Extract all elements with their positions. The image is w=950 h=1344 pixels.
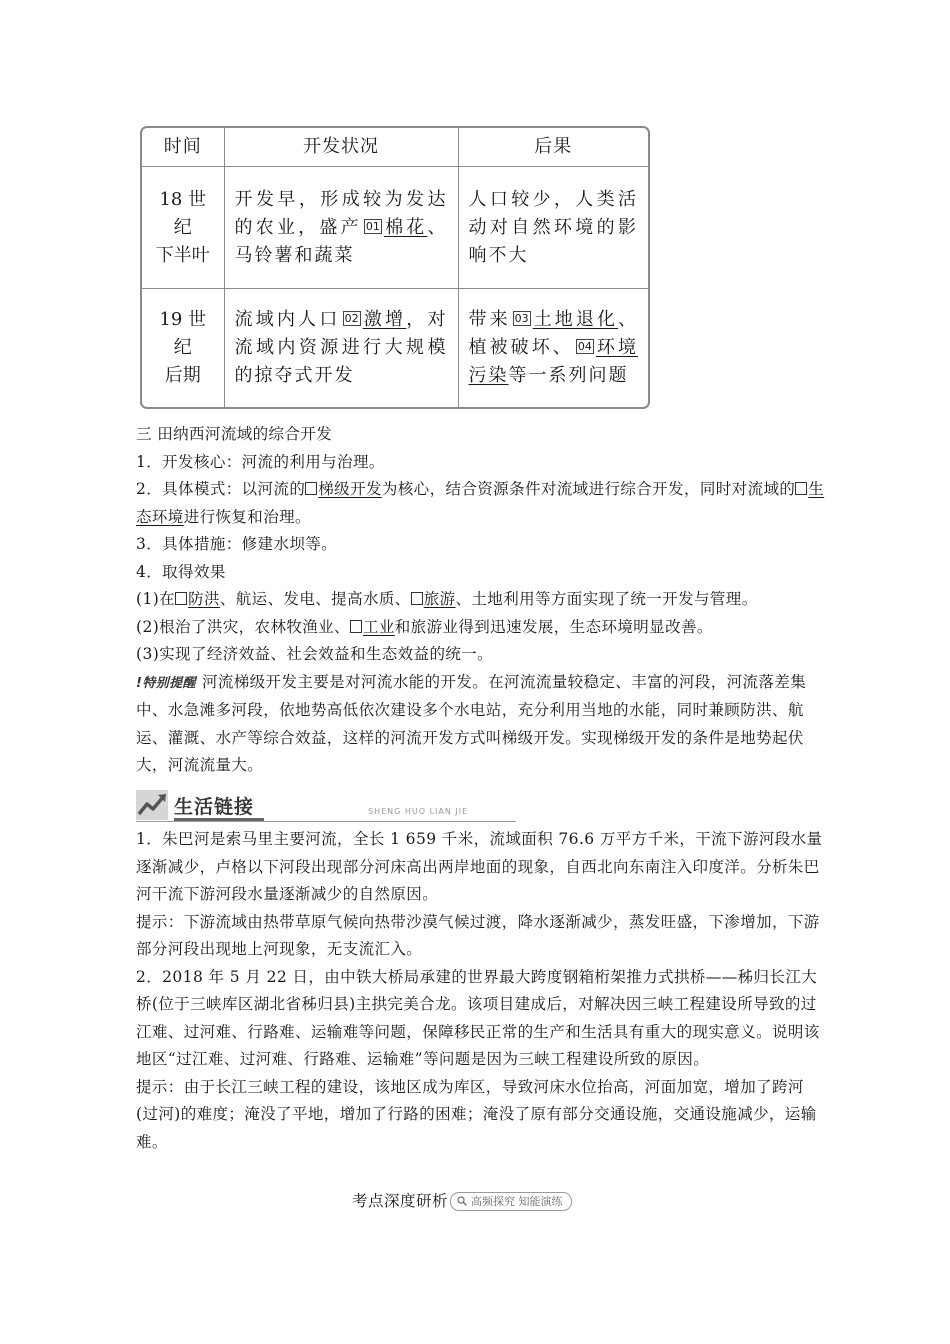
answer-text: 土地退化	[532, 309, 619, 330]
paragraph: (2)根治了洪灾，农林牧渔业、 工业和旅游业得到迅速发展，生态环境明显改善。	[136, 617, 713, 636]
blank-square-icon	[411, 592, 423, 605]
section-banner	[136, 790, 516, 824]
paragraph: 1．开发核心：河流的利用与治理。	[136, 452, 385, 471]
footer-pill: 高频探究 知能演练	[450, 1192, 572, 1211]
banner-label: 生活链接	[174, 796, 255, 818]
answer-text: 激增	[362, 309, 407, 330]
footer-heading	[352, 1188, 572, 1214]
development-cell: 流域内人口 02 激增，对流域内资源进行大规模的掠夺式开发	[224, 289, 458, 408]
answer-text: 旅游	[423, 590, 456, 608]
answer-text: 梯级开发	[318, 480, 382, 498]
answer-text: 工业	[362, 617, 395, 636]
answer-number: 03	[514, 312, 529, 325]
paragraph: 2．具体模式：以河流的 梯级开发为核心，结合资源条件对流域进行综合开发，同时对流域的 生态环境进行恢复和治理。	[136, 480, 825, 526]
footer-title: 考点深度研析	[352, 1192, 449, 1210]
table-row	[142, 289, 648, 408]
header-time: 时间	[142, 128, 224, 167]
hint: 提示：由于长江三峡工程的建设，该地区成为库区，导致河床水位抬高，河面加宽，增加了跨河(过河)的难度；淹没了平地，增加了行路的困难；淹没了原有部分交通设施，交通设施减少，运输难。	[136, 1077, 817, 1151]
answer-text: 棉花	[383, 216, 428, 238]
paragraph: 3．具体措施：修建水坝等。	[136, 535, 338, 553]
question: 2．2018 年 5 月 22 日，由中铁大桥局承建的世界最大跨度钢箱桁架推力式拱桥——秭归长江大桥(位于三峡库区湖北省秭归县)主拱完美合龙。该项目建成后，对解决因三峡工程建设所导致的过江难、过河难、行路难、运输难等问题，保障移民正常的生产和生活具有重大的现实意义。说明该地区“过江难、过河难、行路难、运输难”等问题是因为三峡工程建设所致的原因。	[136, 967, 820, 1068]
time-cell: 19 世纪 后期	[142, 289, 224, 408]
search-icon	[457, 1196, 467, 1206]
section-tennessee	[136, 421, 826, 780]
blank-square-icon	[175, 592, 187, 605]
answer-number: 01	[365, 219, 380, 233]
answer-text: 防洪	[188, 590, 220, 608]
development-cell: 开发早，形成较为发达的农业，盛产 01 棉花、马铃薯和蔬菜	[224, 167, 458, 289]
table-header-row	[142, 128, 648, 167]
answer-text: 生态环境	[136, 480, 825, 526]
table-row	[142, 167, 648, 289]
section-title: 三 田纳西河流域的综合开发	[136, 425, 333, 443]
blank-square-icon	[795, 482, 807, 495]
paragraph: 4．取得效果	[136, 562, 226, 581]
header-development: 开发状况	[224, 128, 458, 167]
trend-chart-icon	[136, 790, 168, 820]
answer-number: 02	[344, 312, 359, 325]
life-section	[136, 826, 826, 1156]
question: 1．朱巴河是索马里主要河流，全长 1 659 千米，流域面积 76.6 万平方千米，干流下游河段水量逐渐减少，卢格以下河段出现部分河床高出两岸地面的现象，自西北向东南注入印度洋。分析朱巴河干流下游河段水量逐渐减少的自然原因。	[136, 830, 823, 903]
history-table	[140, 126, 650, 409]
tip-badge: !特别提醒	[136, 675, 196, 691]
consequence-cell: 人口较少，人类活动对自然环境的影响不大	[458, 167, 648, 289]
paragraph: (3)实现了经济效益、社会效益和生态效益的统一。	[136, 645, 494, 663]
paragraph: (1)在 防洪、航运、发电、提高水质、 旅游、土地利用等方面实现了统一开发与管理。	[136, 590, 758, 608]
tip-paragraph: !特别提醒 河流梯级开发主要是对河流水能的开发。在河流流量较稳定、丰富的河段，河流落差集中、水急滩多河段，依地势高低依次建设多个水电站，充分利用当地的水能，同时兼顾防洪、航运、灌溉、水产等综合效益，这样的河流开发方式叫梯级开发。实现梯级开发的条件是地势起伏大，河流流量大。	[136, 669, 826, 780]
hint: 提示：下游流域由热带草原气候向热带沙漠气候过渡，降水逐渐减少，蒸发旺盛，下渗增加，下游部分河段出现地上河现象，无支流汇入。	[136, 912, 820, 958]
consequence-cell: 带来 03 土地退化、植被破坏、 04 环境污染等一系列问题	[458, 289, 648, 408]
blank-square-icon	[350, 620, 362, 633]
answer-text: 环境污染	[468, 337, 639, 386]
blank-square-icon	[305, 482, 317, 495]
header-consequence: 后果	[458, 128, 648, 167]
answer-number: 04	[577, 340, 592, 353]
time-cell: 18 世纪 下半叶	[142, 167, 224, 289]
banner-subtitle: SHENG HUO LIAN JIE	[368, 807, 469, 816]
